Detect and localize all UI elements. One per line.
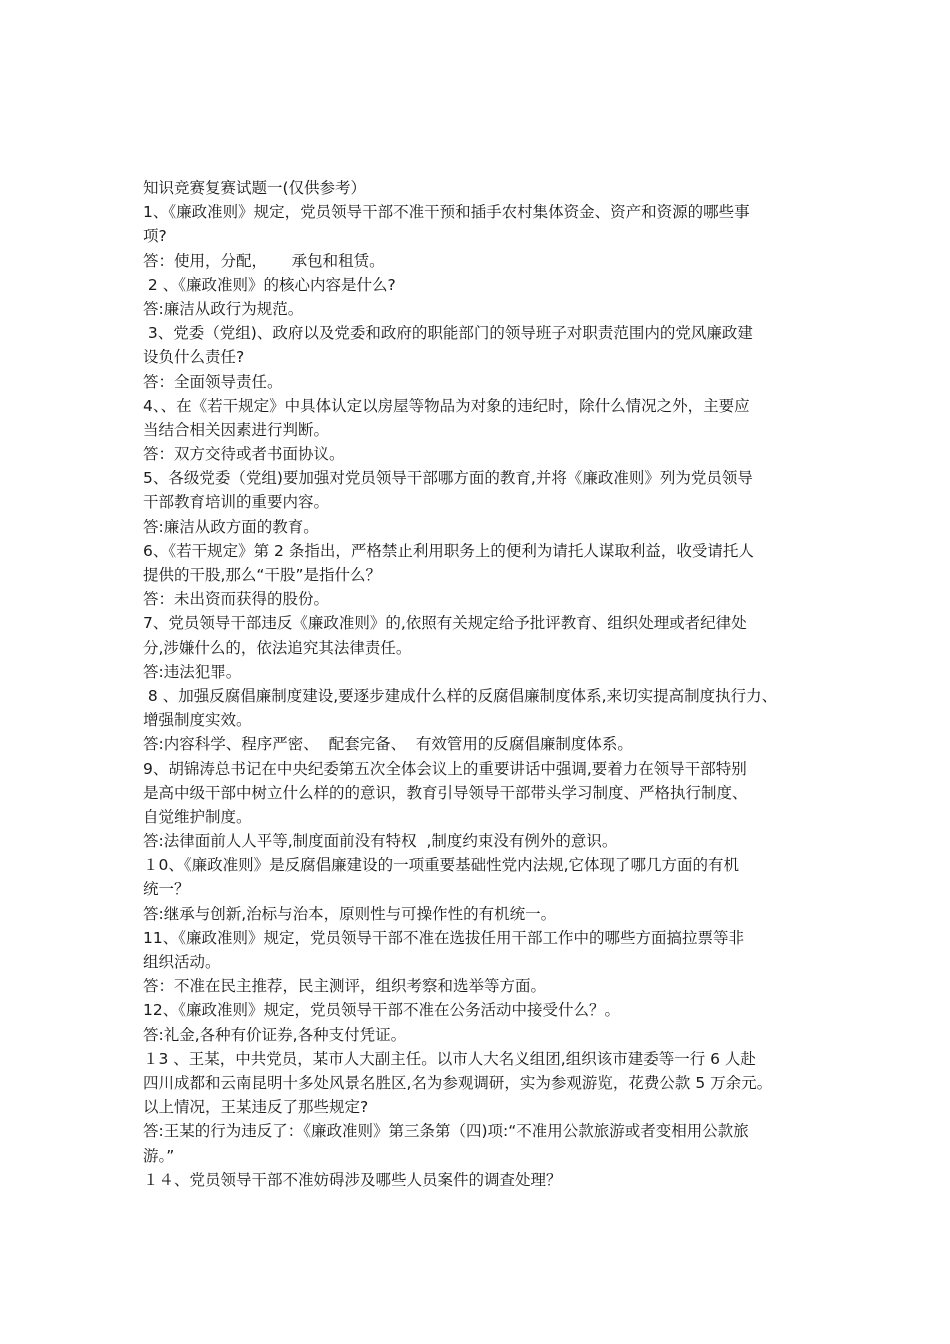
- question-6-line-2: 提供的干股,那么“干股”是指什么？: [143, 566, 381, 584]
- answer-4: 答：双方交待或者书面协议。: [143, 445, 345, 464]
- question-10-line-2: 统一？: [143, 880, 190, 899]
- answer-13-line-2: 游。”: [143, 1146, 175, 1165]
- question-9-line-1: 9、胡锦涛总书记在中央纪委第五次全体会议上的重要讲话中强调,要着力在领导干部特别: [143, 759, 747, 778]
- question-13-line-2: 四川成都和云南昆明十多处风景名胜区,名为参观调研，实为参观游览，花费公款 5 万余元。: [143, 1073, 773, 1092]
- question-3-line-2: 设负什么责任?: [143, 348, 245, 367]
- question-7-line-2: 分,涉嫌什么的，依法追究其法律责任。: [143, 638, 412, 657]
- answer-5: 答:廉洁从政方面的教育。: [143, 517, 319, 536]
- question-7-line-1: 7、党员领导干部违反《廉政准则》的,依照有关规定给予批评教育、组织处理或者纪律处: [143, 614, 747, 633]
- question-4-line-1: 4、、在《若干规定》中具体认定以房屋等物品为对象的违纪时，除什么情况之外，主要应: [143, 396, 750, 415]
- question-13-line-3: 以上情况，王某违反了那些规定?: [143, 1098, 369, 1117]
- question-8-line-2: 增强制度实效。: [143, 711, 252, 730]
- document-page: [143, 176, 825, 1192]
- answer-7: 答:违法犯罪。: [143, 662, 242, 681]
- answer-9: 答:法律面前人人平等,制度面前没有特权 ,制度约束没有例外的意识。: [143, 832, 618, 851]
- answer-10: 答:继承与创新,治标与治本，原则性与可操作性的有机统一。: [143, 904, 557, 923]
- question-9-line-3: 自觉维护制度。: [143, 807, 252, 826]
- answer-1: 答：使用，分配， 承包和租赁。: [143, 251, 385, 270]
- answer-6: 答：未出资而获得的股份。: [143, 590, 330, 609]
- question-12: 12、《廉政准则》规定，党员领导干部不准在公务活动中接受什么？。: [143, 1001, 620, 1020]
- question-8-line-1: 8 、加强反腐倡廉制度建设,要逐步建成什么样的反腐倡廉制度体系,来切实提高制度执行力、: [143, 686, 778, 705]
- question-1-line-1: 1、《廉政准则》规定，党员领导干部不准干预和插手农村集体资金、资产和资源的哪些事: [143, 203, 750, 222]
- question-6-line-1: 6、《若干规定》第 2 条指出，严格禁止利用职务上的便利为请托人谋取利益，收受请托人: [143, 541, 754, 560]
- question-14: １４、党员领导干部不准妨碍涉及哪些人员案件的调查处理？: [143, 1170, 562, 1189]
- answer-3: 答：全面领导责任。: [143, 372, 283, 391]
- question-3-line-1: 3、党委（党组)、政府以及党委和政府的职能部门的领导班子对职责范围内的党风廉政建: [143, 324, 753, 343]
- answer-11: 答：不准在民主推荐，民主测评，组织考察和选举等方面。: [143, 977, 547, 996]
- answer-13-line-1: 答:王某的行为违反了：《廉政准则》第三条第（四)项:“不准用公款旅游或者变相用公款旅: [143, 1122, 749, 1141]
- question-5-line-2: 干部教育培训的重要内容。: [143, 493, 330, 512]
- question-5-line-1: 5、各级党委（党组)要加强对党员领导干部哪方面的教育,并将《廉政准则》列为党员领导: [143, 469, 753, 488]
- question-4-line-2: 当结合相关因素进行判断。: [143, 420, 330, 439]
- question-11-line-1: 11、《廉政准则》规定，党员领导干部不准在选拔任用干部工作中的哪些方面搞拉票等非: [143, 928, 744, 947]
- answer-2: 答:廉洁从政行为规范。: [143, 299, 304, 318]
- question-9-line-2: 是高中级干部中树立什么样的的意识，教育引导领导干部带头学习制度、严格执行制度、: [143, 783, 748, 802]
- document-title: 知识竞赛复赛试题一(仅供参考）: [143, 179, 367, 197]
- question-13-line-1: １3 、王某，中共党员，某市人大副主任。以市人大名义组团,组织该市建委等一行 6 人赴: [143, 1049, 756, 1068]
- answer-8: 答:内容科学、程序严密、 配套完备、 有效管用的反腐倡廉制度体系。: [143, 735, 633, 754]
- question-10-line-1: １0、《廉政准则》是反腐倡廉建设的一项重要基础性党内法规,它体现了哪几方面的有机: [143, 856, 740, 875]
- question-1-line-2: 项?: [143, 227, 167, 246]
- question-2: 2 、《廉政准则》的核心内容是什么?: [143, 275, 396, 294]
- answer-12: 答:礼金,各种有价证券,各种支付凭证。: [143, 1025, 407, 1044]
- question-11-line-2: 组织活动。: [143, 953, 221, 971]
